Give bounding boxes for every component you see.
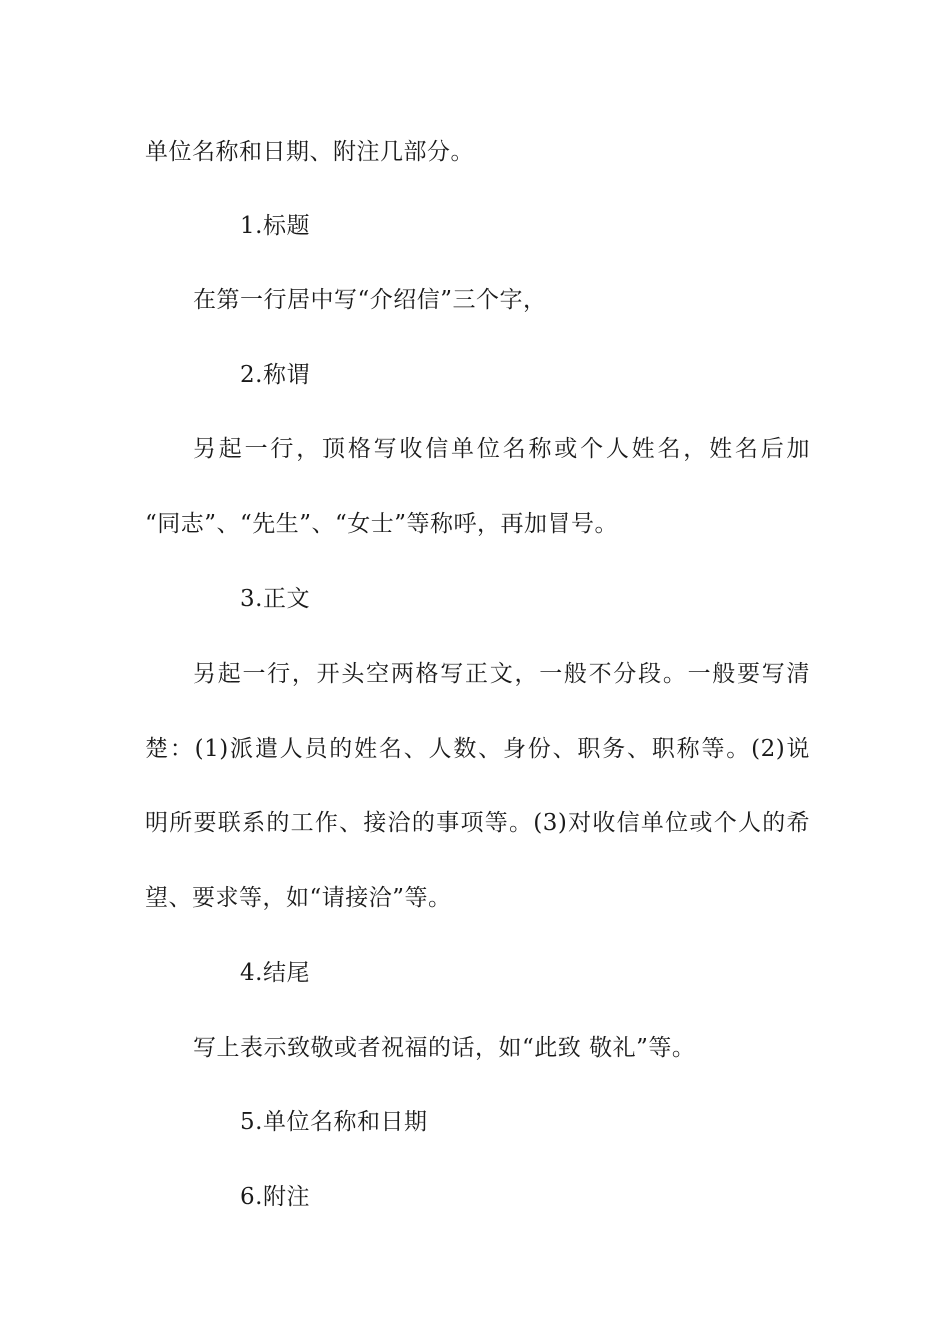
section-heading-body: 3.正文 xyxy=(240,586,310,612)
paragraph-line: 望、要求等，如“请接洽”等。 xyxy=(145,885,452,911)
section-heading-title: 1.标题 xyxy=(240,213,310,239)
paragraph-line: 在第一行居中写“介绍信”三个字， xyxy=(193,287,547,313)
paragraph-line: “同志”、“先生”、“女士”等称呼，再加冒号。 xyxy=(145,511,619,537)
section-heading-salutation: 2.称谓 xyxy=(240,362,310,388)
paragraph-line: 单位名称和日期、附注几部分。 xyxy=(145,139,474,165)
paragraph-line: 写上表示致敬或者祝福的话，如“此致 敬礼”等。 xyxy=(193,1035,696,1061)
section-heading-signature: 5.单位名称和日期 xyxy=(240,1109,428,1135)
paragraph-line: 另起一行，顶格写收信单位名称或个人姓名，姓名后加 xyxy=(193,436,810,462)
section-heading-note: 6.附注 xyxy=(240,1184,310,1210)
paragraph-line: 明所要联系的工作、接洽的事项等。(3)对收信单位或个人的希 xyxy=(145,810,810,836)
paragraph-line: 另起一行，开头空两格写正文，一般不分段。一般要写清 xyxy=(193,661,810,687)
section-heading-closing: 4.结尾 xyxy=(240,960,310,986)
paragraph-line: 楚：(1)派遣人员的姓名、人数、身份、职务、职称等。(2)说 xyxy=(145,736,810,762)
